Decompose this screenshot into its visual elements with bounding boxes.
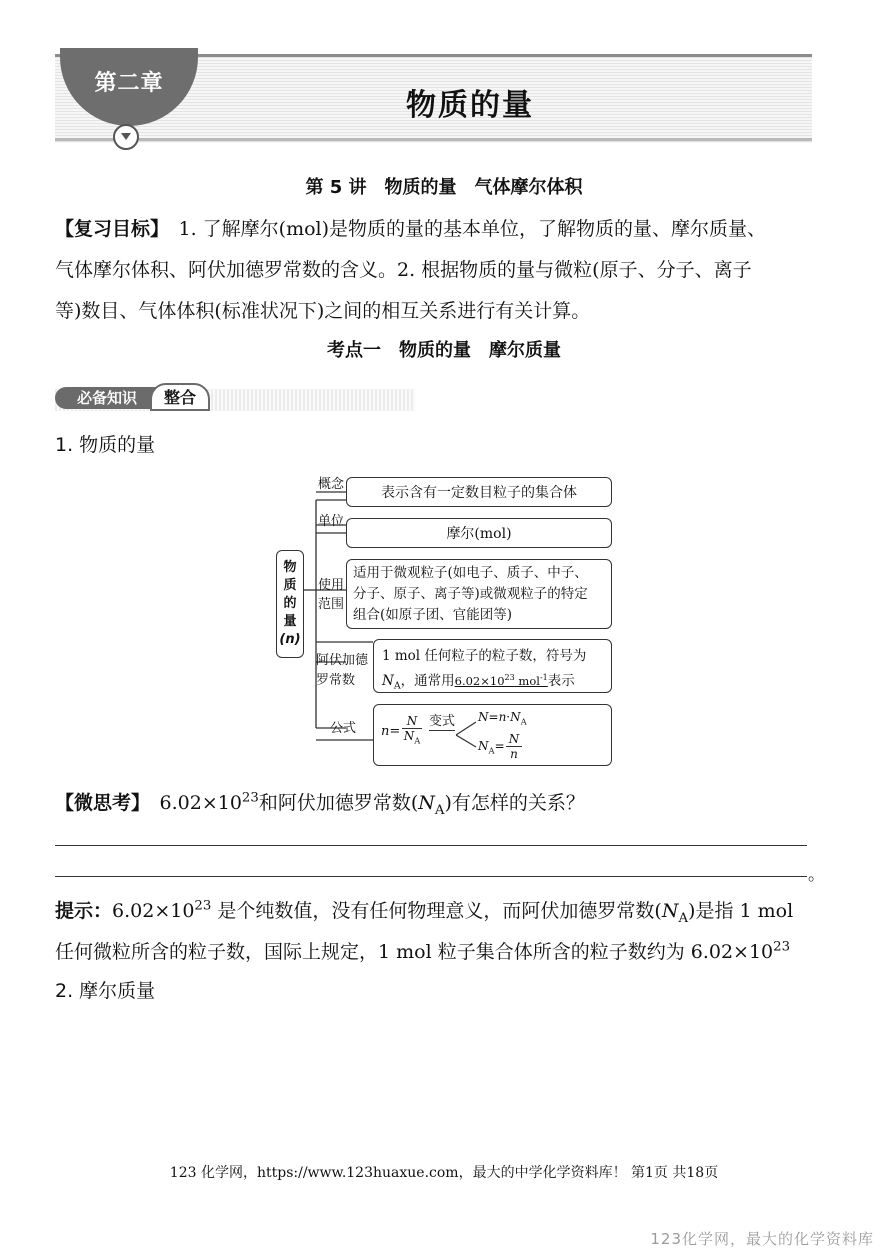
formula-den-sub: A bbox=[414, 735, 421, 746]
think-mid: 和阿伏加德罗常数( bbox=[258, 792, 419, 814]
think-exp: 23 bbox=[241, 790, 259, 806]
root-char-2: 质 bbox=[283, 578, 297, 593]
section-heading-2: 2. 摩尔质量 bbox=[55, 980, 156, 1002]
think-line bbox=[55, 788, 585, 818]
chapter-label: 第二章 bbox=[94, 71, 164, 96]
think-sub: A bbox=[434, 802, 445, 818]
root-char-3: 的 bbox=[283, 596, 297, 611]
hint-line-2 bbox=[55, 937, 790, 964]
avogadro-unit-exp: -1 bbox=[539, 673, 548, 682]
formula-transform: 变式 bbox=[429, 714, 456, 729]
section-heading-1: 1. 物质的量 bbox=[55, 434, 156, 456]
review-label: 【复习目标】 bbox=[55, 218, 160, 240]
formula-r1-NA: N bbox=[510, 710, 521, 724]
scope-label-1: 使用 bbox=[318, 578, 345, 593]
concept-box: 表示含有一定数目粒子的集合体 bbox=[346, 477, 612, 507]
hint-l2-exp: 23 bbox=[773, 939, 791, 955]
answer-line-1[interactable] bbox=[55, 845, 807, 846]
formula-fraction bbox=[402, 714, 422, 747]
lesson-title: 第 5 讲 物质的量 气体摩尔体积 bbox=[305, 177, 583, 198]
hint-l1-c: )是指 1 mol bbox=[688, 900, 794, 922]
formula-eq: = bbox=[389, 724, 401, 739]
think-pre: 6.02×10 bbox=[140, 792, 242, 814]
formula-n: n bbox=[381, 724, 390, 739]
review-line-3: 等)数目、气体体积(标准状况下)之间的相互关系进行有关计算。 bbox=[55, 300, 591, 322]
hint-l1-a: 6.02×10 bbox=[112, 900, 195, 922]
root-char-4: 量 bbox=[283, 614, 297, 629]
knowledge-bar-tab: 整合 bbox=[150, 383, 210, 411]
formula-r1-left: N bbox=[478, 710, 489, 724]
root-char-1: 物 bbox=[283, 560, 297, 575]
think-N: N bbox=[418, 792, 435, 814]
banner-divider bbox=[55, 138, 812, 141]
review-line-1 bbox=[55, 214, 766, 241]
hint-l1-exp: 23 bbox=[194, 898, 212, 914]
avogadro-tail: 表示 bbox=[547, 672, 575, 689]
formula-box bbox=[373, 704, 612, 766]
formula-r2-sub: A bbox=[488, 745, 495, 756]
kaodian-title: 考点一 物质的量 摩尔质量 bbox=[327, 340, 561, 361]
avogadro-symbol-sub: A bbox=[393, 680, 401, 692]
hint-l1-N: N bbox=[661, 900, 679, 922]
unit-box: 摩尔(mol) bbox=[346, 518, 612, 548]
diagram-root bbox=[276, 550, 304, 658]
formula-label: 公式 bbox=[330, 721, 357, 736]
hint-label: 提示： bbox=[55, 900, 113, 922]
hint-line-1 bbox=[55, 896, 793, 926]
scope-text-2: 分子、原子、离子等)或微观粒子的特定 bbox=[353, 586, 588, 602]
knowledge-bar-label: 必备知识 bbox=[55, 387, 159, 409]
formula-den: N bbox=[403, 729, 415, 743]
formula-r1-n: n bbox=[498, 710, 507, 724]
formula-den-wrap bbox=[402, 728, 422, 747]
avogadro-text-1: 1 mol 任何粒子的粒子数，符号为 bbox=[382, 648, 587, 664]
formula-r2-eq: = bbox=[494, 739, 505, 753]
unit-label: 单位 bbox=[318, 514, 345, 529]
answer-line-2[interactable] bbox=[55, 876, 807, 877]
avogadro-label-1: 阿伏加德 bbox=[316, 653, 369, 668]
think-label: 【微思考】 bbox=[55, 792, 141, 814]
avogadro-unit: mol bbox=[514, 673, 540, 688]
avogadro-exp: 23 bbox=[504, 673, 515, 682]
avogadro-symbol: N bbox=[382, 672, 394, 689]
formula-r2 bbox=[478, 739, 505, 755]
formula-r1 bbox=[478, 710, 527, 726]
chevron-down-icon bbox=[113, 124, 139, 150]
formula-r1-dot: · bbox=[506, 710, 511, 724]
scope-text-1: 适用于微观粒子(如电子、质子、中子、 bbox=[353, 565, 588, 581]
formula-num: N bbox=[406, 714, 418, 728]
chapter-title: 物质的量 bbox=[406, 88, 534, 123]
root-symbol: (n) bbox=[279, 632, 301, 647]
avogadro-text-2 bbox=[382, 667, 603, 698]
formula-r2-fraction bbox=[506, 732, 522, 761]
hint-l1-b: 是个纯数值，没有任何物理意义，而阿伏加德罗常数( bbox=[211, 900, 662, 922]
watermark: 123化学网，最大的化学资料库 bbox=[650, 1230, 874, 1248]
hint-l1-sub: A bbox=[678, 910, 689, 926]
think-post: )有怎样的关系？ bbox=[444, 792, 585, 814]
avogadro-value: 6.02×10 bbox=[454, 673, 505, 688]
review-line-2: 气体摩尔体积、阿伏加德罗常数的含义。2. 根据物质的量与微粒(原子、分子、离子 bbox=[55, 259, 752, 281]
avogadro-box bbox=[373, 639, 612, 693]
avogadro-value-group bbox=[455, 674, 548, 688]
formula-r1-eq: = bbox=[488, 710, 499, 724]
formula-r2-left: N bbox=[478, 739, 489, 753]
formula-branch bbox=[456, 719, 478, 751]
review-text-1: 1. 了解摩尔(mol)是物质的量的基本单位，了解物质的量、摩尔质量、 bbox=[159, 218, 767, 240]
hint-l2-a: 任何微粒所含的粒子数，国际上规定，1 mol 粒子集合体所含的粒子数约为 6.02×10 bbox=[55, 941, 774, 963]
avogadro-label-2: 罗常数 bbox=[316, 673, 356, 688]
page-footer: 123 化学网，https://www.123huaxue.com，最大的中学化学资料库！ 第1页 共18页 bbox=[169, 1165, 719, 1181]
avogadro-mid: ，通常用 bbox=[400, 672, 455, 689]
scope-text-3: 组合(如原子团、官能团等) bbox=[353, 607, 513, 623]
formula-r2-den: n bbox=[506, 746, 522, 761]
formula-r2-num: N bbox=[508, 732, 520, 746]
scope-box bbox=[346, 559, 612, 629]
formula-r1-sub: A bbox=[520, 716, 527, 727]
formula-main bbox=[381, 724, 400, 739]
scope-label-2: 范围 bbox=[318, 597, 345, 612]
concept-label: 概念 bbox=[318, 477, 345, 492]
answer-end-mark: 。 bbox=[808, 865, 825, 885]
